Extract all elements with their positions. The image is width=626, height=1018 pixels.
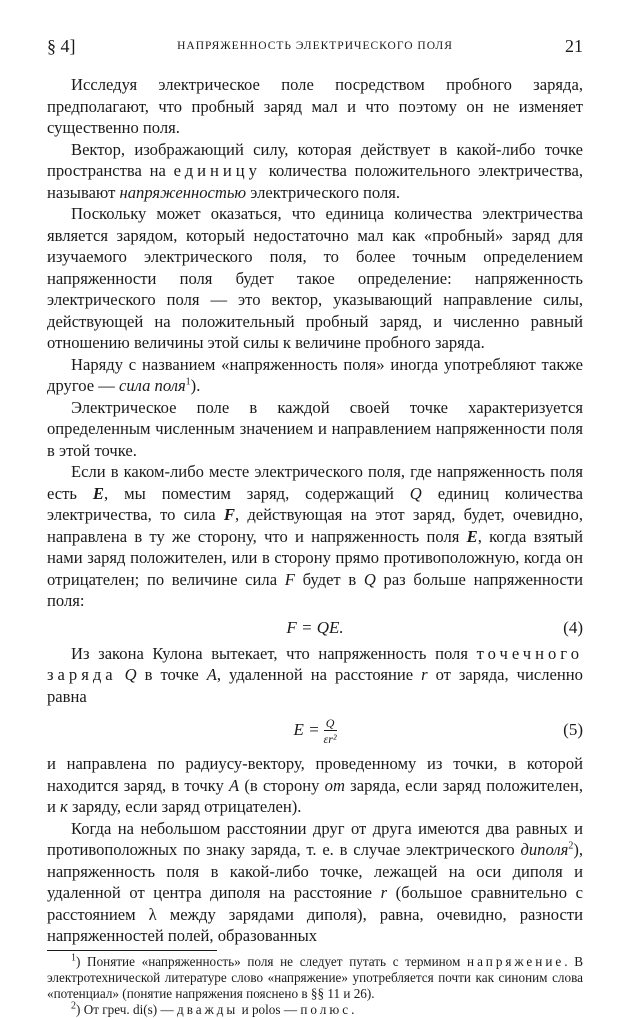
formula-4-number: (4) — [563, 617, 583, 637]
footnotes — [47, 954, 583, 1018]
footnote-1: $^1$) Понятие «напряженность» поля не следует путать с термином напряжение. В электротехнической литературе слово «напряжение» употребляется почти как синоним слова «потенциал» (понятие напряжения пояснено в §§ 11 и 26). — [47, 952, 583, 1001]
paragraph-5: Электрическое поле в каждой своей точке характеризуется определенным численным значением и направлением напряженности поля в этой точке. — [47, 397, 583, 460]
main-text — [47, 74, 583, 947]
footnote-2: $^2$) От греч. di(s) — дважды и polos — полюс. — [71, 1000, 355, 1017]
spaced-word: единицу — [173, 161, 261, 180]
paragraph-3: Поскольку может оказаться, что единица количества электричества является зарядом, который недостаточно мал как «пробный» заряд для изучаемого электрического поля, то более точным определением напряженности поля будет такое определение: напряженность электрического поля — это вектор, указывающий направление силы, действующей на положительный пробный заряд, и численно равный отношению величины этой силы к величине пробного заряда. — [47, 204, 583, 352]
italic-term: сила поля — [118, 376, 186, 395]
formula-4 — [47, 612, 583, 643]
paragraph-1: Исследуя электрическое поле посредством пробного заряда, предполагают, что пробный заряд мал и что поэтому он не изменяет существенно поля. — [47, 75, 583, 137]
footnote-ref-1: 1 — [185, 376, 191, 388]
fraction-denominator: εr² — [323, 732, 337, 747]
running-header — [47, 36, 583, 58]
formula-5 — [47, 707, 583, 753]
section-marker: § 4] — [47, 36, 76, 56]
spaced-word: точечного заряда — [47, 643, 583, 684]
paragraph-7: Из закона Кулона вытекает, что напряженность поля точечного заряда Q в точке A, удаленной на расстояние r от заряда, численно равна — [47, 643, 583, 706]
book-page — [47, 36, 583, 1018]
fraction — [324, 717, 337, 745]
paragraph-4: Наряду с названием «напряженность поля» иногда употребляют также другое — сила поля$^1$). — [47, 354, 583, 395]
formula-5-lhs: E = — [293, 720, 320, 739]
header-title: НАПРЯЖЕННОСТЬ ЭЛЕКТРИЧЕСКОГО ПОЛЯ — [177, 40, 453, 52]
footnote-ref-2: 2 — [568, 840, 574, 852]
paragraph-2: Вектор, изображающий силу, которая действует в какой-либо точке пространства на единицу количества положительного электричества, называют напряженностью электрического поля. — [47, 139, 583, 202]
formula-4-expression: F = QE. — [286, 617, 344, 637]
fraction-numerator: Q — [324, 717, 337, 731]
paragraph-9: Когда на небольшом расстоянии друг от друга имеются два равных и противоположных по знаку заряда, т. е. в случае электрического диполя$^2$), напряженность поля в какой-либо точке, лежащей на оси диполя и удаленной от центра диполя на расстояние r (большое сравнительно с расстоянием λ между зарядами диполя), равна, очевидно, разности напряженностей полей, образованных — [47, 818, 584, 945]
formula-5-number: (5) — [563, 720, 583, 739]
paragraph-8: и направлена по радиусу-вектору, проведенному из точки, в которой находится заряд, в точку A (в сторону от заряда, если заряд положителен, и к заряду, если заряд отрицателен). — [47, 754, 583, 816]
italic-term: диполя — [520, 840, 569, 859]
paragraph-6: Если в каком-либо месте электрического поля, где напряженность поля есть E, мы поместим заряд, содержащий Q единиц количества электричества, то сила F, действующая на этот заряд, будет, очевидно, направлена в ту же сторону, что и напряженность поля E, когда взятый нами заряд положителен, или в сторону прямо противоположную, когда он отрицателен; по величине сила F будет в Q раз больше напряженности поля: — [47, 462, 583, 610]
page-number: 21 — [565, 36, 583, 56]
italic-term: напряженностью — [119, 182, 247, 202]
